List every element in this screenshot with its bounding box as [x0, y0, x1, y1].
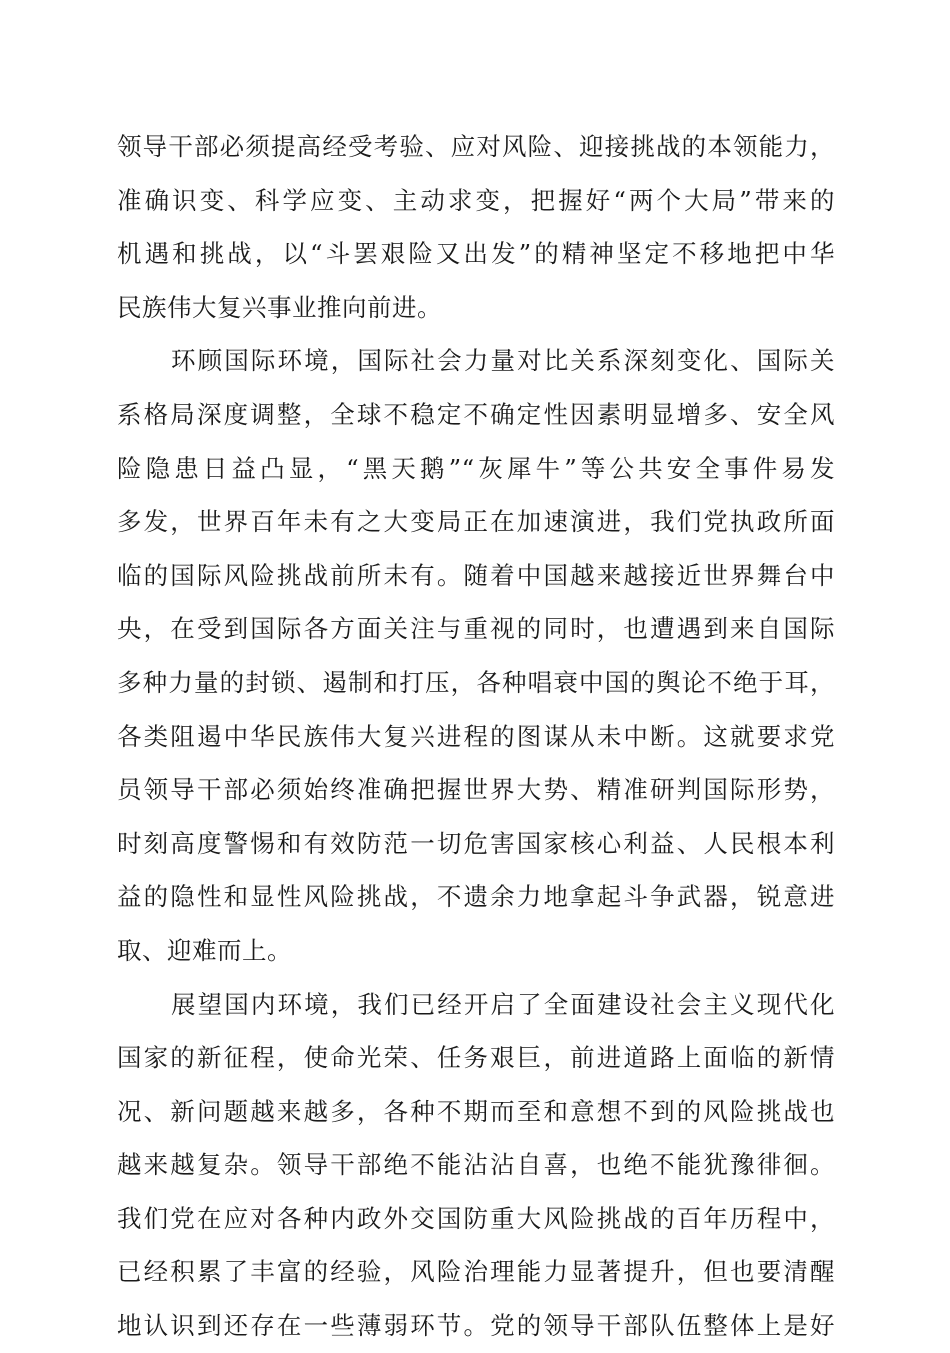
text-line: 民族伟大复兴事业推向前进。: [117, 292, 442, 322]
text-line: 多发，世界百年未有之大变局正在加速演进，我们党执政所面: [117, 507, 835, 537]
text-line: 险隐患日益凸显，“黑天鹅”“灰犀牛”等公共安全事件易发: [117, 453, 835, 483]
text-line: 各类阻遏中华民族伟大复兴进程的图谋从未中断。这就要求党: [117, 721, 835, 751]
text-line: 领导干部必须提高经受考验、应对风险、迎接挑战的本领能力，: [117, 132, 835, 161]
text-line: 员领导干部必须始终准确把握世界大势、精准研判国际形势，: [117, 775, 835, 805]
text-line: 况、新问题越来越多，各种不期而至和意想不到的风险挑战也: [117, 1096, 835, 1126]
text-line: 临的国际风险挑战前所未有。随着中国越来越接近世界舞台中: [117, 560, 835, 590]
text-line: 多种力量的封锁、遏制和打压，各种唱衰中国的舆论不绝于耳，: [117, 667, 835, 697]
text-line: 准确识变、科学应变、主动求变，把握好“两个大局”带来的: [117, 185, 835, 215]
text-line: 时刻高度警惕和有效防范一切危害国家核心利益、人民根本利: [117, 828, 835, 858]
document-body: [117, 120, 835, 1353]
text-line: 地认识到还存在一些薄弱环节。党的领导干部队伍整体上是好: [117, 1311, 835, 1341]
text-line: 已经积累了丰富的经验，风险治理能力显著提升，但也要清醒: [117, 1257, 835, 1287]
text-line: 取、迎难而上。: [117, 935, 292, 965]
text-line-paragraph-start: 展望国内环境，我们已经开启了全面建设社会主义现代化: [171, 989, 835, 1019]
text-line: 系格局深度调整，全球不稳定不确定性因素明显增多、安全风: [117, 399, 835, 429]
text-line: 国家的新征程，使命光荣、任务艰巨，前进道路上面临的新情: [117, 1043, 835, 1073]
text-line: 益的隐性和显性风险挑战，不遗余力地拿起斗争武器，锐意进: [117, 882, 835, 912]
text-line: 机遇和挑战，以“斗罢艰险又出发”的精神坚定不移地把中华: [117, 239, 835, 269]
text-line: 越来越复杂。领导干部绝不能沾沾自喜，也绝不能犹豫徘徊。: [117, 1150, 835, 1180]
text-line: 我们党在应对各种内政外交国防重大风险挑战的百年历程中，: [117, 1203, 835, 1233]
text-line-paragraph-start: 环顾国际环境，国际社会力量对比关系深刻变化、国际关: [171, 346, 835, 376]
text-line: 央，在受到国际各方面关注与重视的同时，也遭遇到来自国际: [117, 614, 835, 644]
